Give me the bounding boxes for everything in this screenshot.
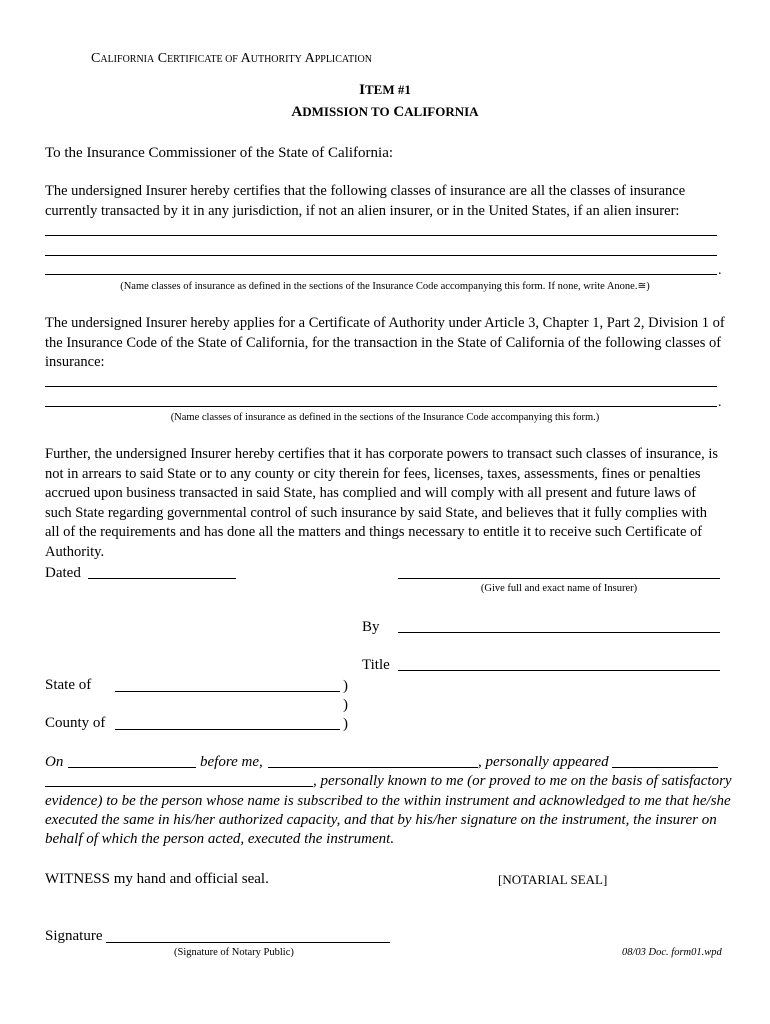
- by-label: By: [362, 619, 380, 635]
- document-reference: 08/03 Doc. form01.wpd: [622, 947, 722, 958]
- state-field[interactable]: [115, 691, 340, 692]
- signature-label: Signature: [45, 928, 103, 944]
- insurer-name-note: (Give full and exact name of Insurer): [480, 583, 638, 594]
- apply-classes-note: (Name classes of insurance as defined in the sections of the Insurance Code accompanying this form.): [170, 412, 600, 423]
- notary-name-field[interactable]: [268, 767, 478, 768]
- signature-note: (Signature of Notary Public): [174, 947, 294, 958]
- current-classes-line-3[interactable]: [45, 274, 717, 275]
- title-field[interactable]: [398, 670, 720, 671]
- admission-word: DMISSION TO: [302, 104, 390, 119]
- title-word: ERTIFICATE OF: [167, 54, 238, 65]
- paragraph-apply-classes: The undersigned Insurer hereby applies for a Certificate of Authority under Article 3, Chapter 1, Part 2, Division 1 of the Insurance Code of the State of California, for the transaction in the State of California of the following classes of insurance:: [45, 315, 725, 370]
- paragraph-further-certification: Further, the undersigned Insurer hereby certifies that it has corporate powers to transact such classes of insurance, is not in arrears to said State or to any county or city therein for fees, licenses, taxes, assessments, fines or penalties accrued upon business transacted in said State, has complied and will comply with all present and future laws of such State regarding governmental control of such insurance by said State, and believes that it fully complies with all of the requirements and has done all the matters and things necessary to entitle it to receive such Certificate of Authority.: [45, 446, 719, 560]
- notary-date-field[interactable]: [68, 767, 196, 768]
- title-word: UTHORITY: [250, 54, 302, 65]
- appeared-field-2[interactable]: [45, 786, 313, 787]
- by-field[interactable]: [398, 632, 720, 633]
- current-classes-line-1[interactable]: [45, 235, 717, 236]
- apply-classes-line-1[interactable]: [45, 386, 717, 387]
- admission-letter: A: [291, 104, 303, 120]
- current-classes-line-2[interactable]: [45, 255, 717, 256]
- insurer-name-field[interactable]: [398, 578, 720, 579]
- notary-line-4: executed the same in his/her authorized capacity, and that by his/her signature on the instrument, the insurer on: [45, 812, 717, 828]
- dated-field[interactable]: [88, 578, 236, 579]
- paren: ): [343, 678, 348, 694]
- item-word: TEM #1: [364, 82, 411, 97]
- witness-statement: WITNESS my hand and official seal.: [45, 871, 269, 887]
- salutation: To the Insurance Commissioner of the State of California:: [45, 145, 394, 161]
- title-label: Title: [362, 657, 390, 673]
- item-heading: [0, 82, 770, 99]
- title-letter: C: [91, 51, 101, 66]
- title-letter: C: [157, 51, 168, 66]
- notarial-seal: [NOTARIAL SEAL]: [498, 872, 608, 887]
- title-letter: A: [304, 51, 315, 66]
- item-letter: I: [359, 82, 365, 98]
- period: .: [718, 395, 722, 410]
- appeared-field-1[interactable]: [612, 767, 718, 768]
- notary-on: On: [45, 754, 64, 770]
- apply-classes-line-2[interactable]: [45, 406, 717, 407]
- notary-line-5: behalf of which the person acted, executed the instrument.: [45, 831, 395, 847]
- paragraph-current-classes: The undersigned Insurer hereby certifies that the following classes of insurance are all the classes of insurance currently transacted by it in any jurisdiction, if not an alien insurer, or in the United States, if an alien insurer:: [45, 183, 686, 219]
- title-word: ALIFORNIA: [100, 54, 155, 65]
- signature-field[interactable]: [106, 942, 390, 943]
- application-title: [91, 50, 372, 69]
- dated-label: Dated: [45, 565, 81, 581]
- title-letter: A: [240, 51, 251, 66]
- notary-before-me: before me,: [200, 754, 263, 770]
- county-field[interactable]: [115, 729, 340, 730]
- county-label: County of: [45, 715, 106, 731]
- current-classes-note: (Name classes of insurance as defined in the sections of the Insurance Code accompanying this form. If none, write Anone.≅): [120, 281, 650, 292]
- paren: ): [343, 716, 348, 732]
- notary-line-2: , personally known to me (or proved to me on the basis of satisfactory: [313, 773, 732, 789]
- admission-letter: C: [393, 104, 405, 120]
- title-word: PPLICATION: [314, 54, 372, 65]
- state-label: State of: [45, 677, 92, 693]
- paren: ): [343, 697, 348, 713]
- notary-line-3: evidence) to be the person whose name is subscribed to the within instrument and acknowledged to me that he/she: [45, 793, 731, 809]
- period: .: [718, 263, 722, 278]
- admission-word: ALIFORNIA: [404, 104, 479, 119]
- admission-heading: [0, 104, 770, 121]
- notary-personally-appeared: , personally appeared: [478, 754, 609, 770]
